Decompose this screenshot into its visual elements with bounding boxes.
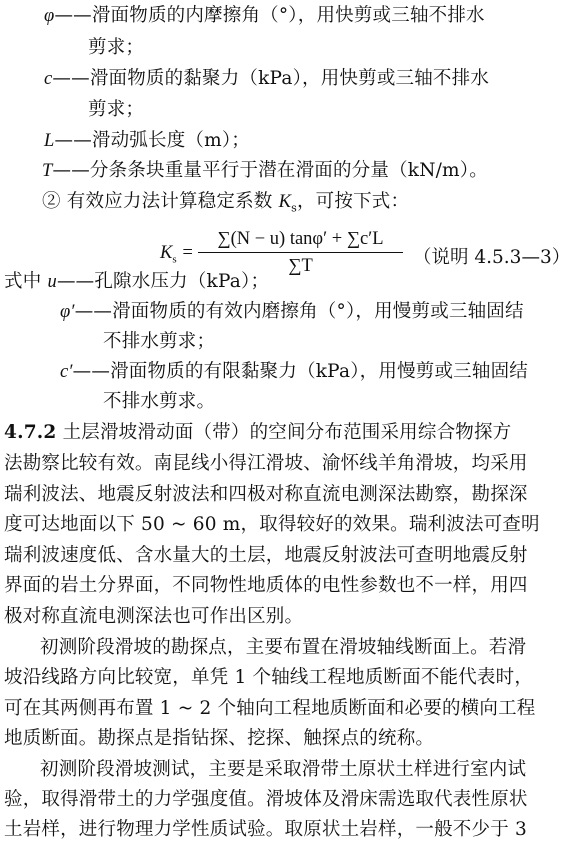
para1-line4: 度可达地面以下 50 ~ 60 m，取得较好的效果。瑞利波法可查明 (4, 514, 540, 535)
equation-reference: （说明 4.5.3—3） (413, 247, 570, 268)
def-c: c——滑面物质的黏聚力（kPa），用快剪或三轴不排水 (44, 68, 490, 89)
def-L: L——滑动弧长度（m）； (44, 130, 250, 151)
equation-lhs: $K_s$ = (160, 243, 194, 266)
section-number: 4.7.2 (4, 422, 57, 443)
def-c-prime-cont: 不排水剪求。 (103, 391, 216, 412)
def-phi: φ——滑面物质的内摩擦角（°），用快剪或三轴不排水 (44, 5, 485, 26)
para2-line1: 初测阶段滑坡的勘探点，主要布置在滑坡轴线断面上。若滑 (40, 637, 527, 658)
para1-line3: 瑞利波法、地震反射波法和四极对称直流电测深法勘察，勘探深 (4, 484, 528, 505)
equation-numerator: ∑(N − u) tanφ′ + ∑c′L (217, 229, 384, 249)
section-4-7-2: 4.7.2 土层滑坡滑动面（带）的空间分布范围采用综合物探方 (4, 422, 512, 443)
para3-line1: 初测阶段滑坡测试，主要是采取滑带土原状土样进行室内试 (40, 759, 527, 780)
equation-denominator: ∑T (288, 256, 313, 276)
def-c-prime: c′——滑面物质的有限黏聚力（kPa），用慢剪或三轴固结 (60, 361, 528, 382)
para1-line2: 法勘察比较有效。南昆线小得江滑坡、渝怀线羊角滑坡，均采用 (4, 453, 528, 474)
para2-line2: 坡沿线路方向比较宽，单凭 1 个轴线工程地质断面不能代表时， (4, 667, 534, 688)
para1-line7: 极对称直流电测深法也可作出区别。 (4, 606, 304, 627)
def-phi-cont: 剪求； (88, 37, 145, 58)
def-phi-prime-cont: 不排水剪求； (103, 331, 216, 352)
para1-line5: 瑞利波速度低、含水量大的土层，地震反射波法可查明地震反射 (4, 545, 528, 566)
def-u: 式中 u——孔隙水压力（kPa）； (4, 271, 270, 292)
def-T: T——分条条块重量平行于潜在滑面的分量（kN/m）。 (42, 160, 488, 181)
para1-line6: 界面的岩土分界面，不同物性地质体的电性参数也不一样，用四 (4, 575, 528, 596)
method-intro: ② 有效应力法计算稳定系数 $K_s$，可按下式： (42, 191, 410, 215)
para3-line3: 土岩样，进行物理力学性质试验。取原状土岩样，一般不少于 3 (4, 819, 527, 840)
def-c-cont: 剪求； (88, 99, 145, 120)
para2-line3: 可在其两侧再布置 1 ~ 2 个轴向工程地质断面和必要的横向工程 (4, 698, 536, 719)
para3-line2: 验，取得滑带土的力学强度值。滑坡体及滑床需选取代表性原状 (4, 789, 528, 810)
fraction-bar (198, 252, 403, 253)
def-phi-prime: φ′——滑面物质的有效内磨擦角（°），用慢剪或三轴固结 (60, 301, 524, 322)
para2-line4: 地质断面。勘探点是指钻探、挖探、触探点的统称。 (4, 728, 435, 749)
